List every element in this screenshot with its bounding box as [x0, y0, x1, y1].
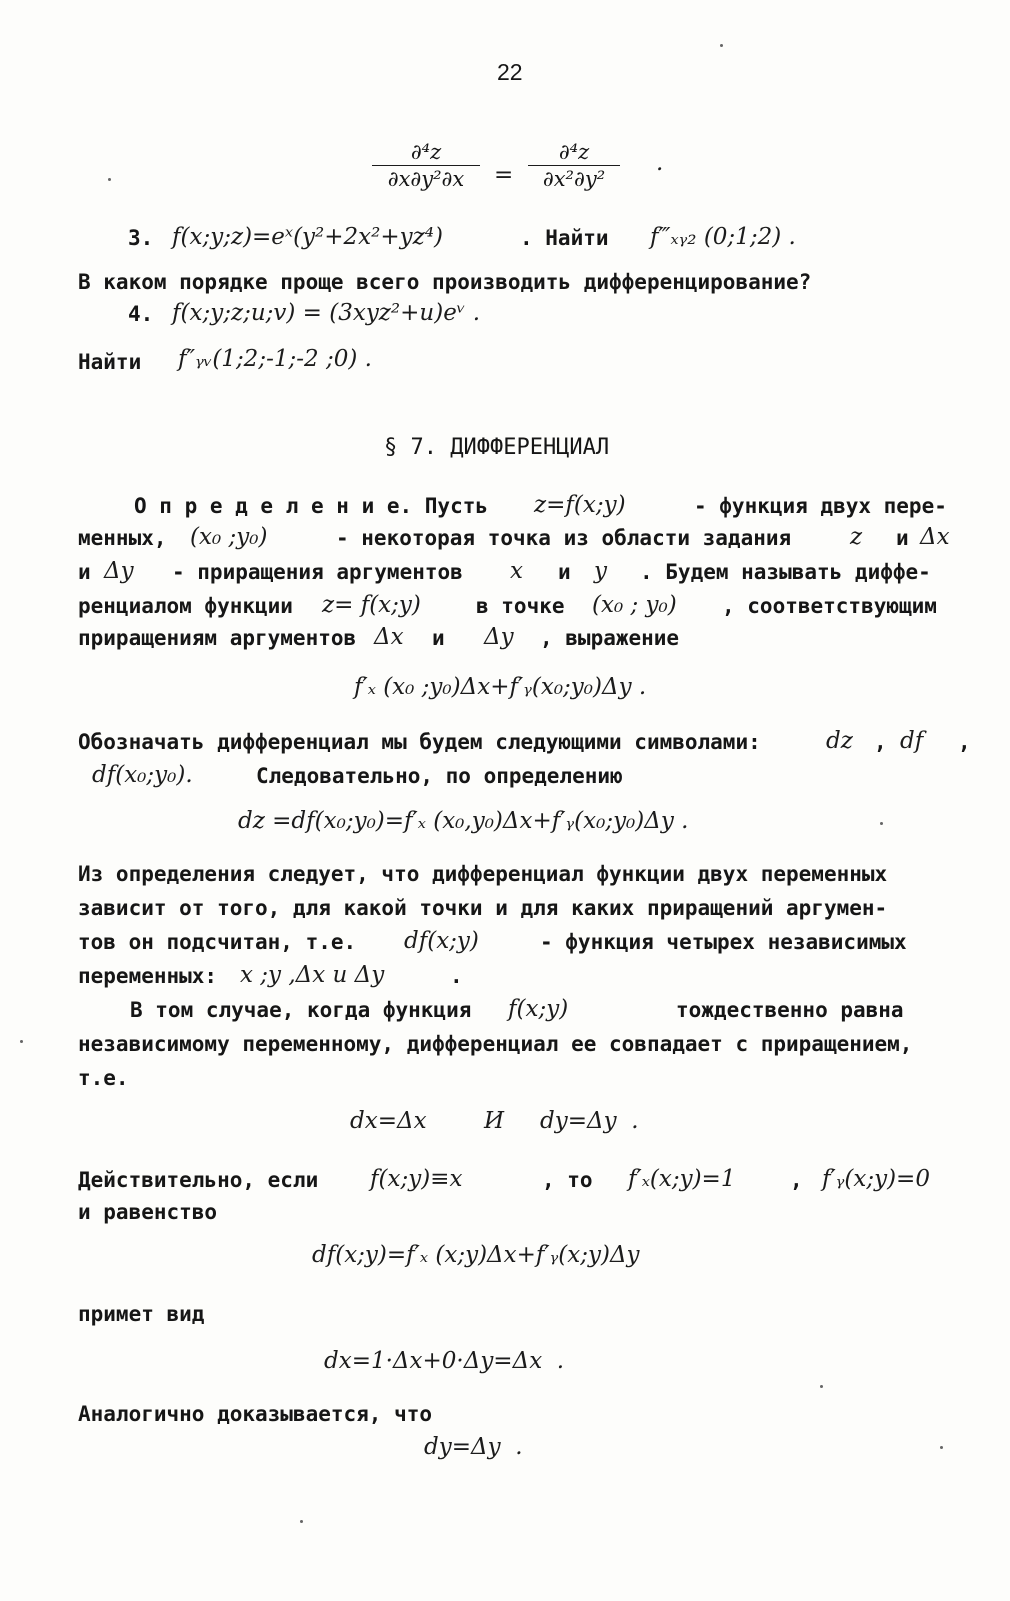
definition-line2-z: z	[850, 524, 863, 550]
definition-line4-text3: , соответствующим	[722, 594, 937, 618]
definition-line3-x: x	[510, 558, 523, 584]
definition-line4-text: ренциалом функции	[78, 594, 293, 618]
section-title: § 7. ДИФФЕРЕНЦИАЛ	[384, 435, 610, 460]
definition-line3-and2: и	[558, 560, 571, 584]
formula-dy-result: dy=Δy .	[424, 1434, 523, 1460]
para3-line1-text: В том случае, когда функция	[130, 998, 472, 1022]
para4-line1-fx: f′ₓ(x;y)=1	[628, 1166, 736, 1192]
para4-line1-text2: , то	[542, 1168, 593, 1192]
para4-line1-comma: ,	[790, 1168, 803, 1192]
notation-comma2: ,	[958, 730, 971, 754]
para2-line2: зависит от того, для какой точки и для каких приращений аргумен-	[78, 896, 888, 920]
para5: примет вид	[78, 1302, 205, 1326]
formula-dx-equals: dx=Δx	[350, 1108, 427, 1134]
para2-line4-text: переменных:	[78, 964, 218, 988]
question-line: В каком порядке проще всего производить дифференцирование?	[78, 270, 812, 294]
fraction-rhs	[528, 140, 620, 191]
formula-dz-definition: dz =df(x₀;y₀)=f′ₓ (x₀,y₀)Δx+f′ᵧ(x₀;y₀)Δy .	[238, 808, 689, 834]
definition-line4-text2: в точке	[476, 594, 565, 618]
task3-target: f‴ₓᵧ₂ (0;1;2) .	[650, 224, 796, 250]
notation-line2-text: Следовательно, по определению	[256, 764, 623, 788]
definition-line4-point: (x₀ ; y₀)	[592, 592, 677, 618]
definition-line2-and: и	[896, 526, 909, 550]
para6: Аналогично доказывается, что	[78, 1402, 433, 1426]
definition-line2-text2: - некоторая точка из области задания	[336, 526, 792, 550]
formula-and: И	[484, 1108, 505, 1134]
formula-dy-equals: dy=Δy .	[540, 1108, 639, 1134]
para3-line1-formula: f(x;y)	[508, 996, 569, 1022]
fraction-rhs-denominator: ∂x²∂y²	[542, 167, 606, 191]
para3-line1-text2: тождественно равна	[676, 998, 904, 1022]
definition-line5-and: и	[432, 626, 445, 650]
definition-line3-and: и	[78, 560, 91, 584]
para4-line1-formula: f(x;y)≡x	[370, 1166, 463, 1192]
notation-df: df	[900, 728, 924, 754]
fraction-lhs-numerator: ∂⁴z	[410, 140, 442, 164]
formula-differential-def: f′ₓ (x₀ ;y₀)Δx+f′ᵧ(x₀;y₀)Δy .	[354, 674, 647, 700]
definition-line5-dy: Δy	[484, 624, 514, 650]
definition-line2-point: (x₀ ;y₀)	[190, 524, 268, 550]
scan-speck	[880, 822, 883, 825]
para2-line3-text2: - функция четырех независимых	[540, 930, 907, 954]
page-number: 22	[497, 59, 523, 85]
definition-line3-text: - приращения аргументов	[172, 560, 463, 584]
para2-line3-text: тов он подсчитан, т.е.	[78, 930, 357, 954]
para4-line2: и равенство	[78, 1200, 218, 1224]
task4-formula: f(x;y;z;u;v) = (3xyz²+u)eᵛ .	[172, 300, 481, 326]
para2-line4-variables: x ;y ,Δx и Δy	[240, 962, 385, 988]
definition-line1-text2: - функция двух пере-	[694, 494, 947, 518]
definition-line5-text: приращениям аргументов	[78, 626, 357, 650]
fraction-bar	[372, 165, 480, 166]
para3-line3: т.е.	[78, 1066, 129, 1090]
fraction-rhs-numerator: ∂⁴z	[558, 140, 590, 164]
definition-line3-y: y	[594, 558, 607, 584]
formula-period: .	[656, 150, 664, 176]
task3-find: . Найти	[520, 226, 609, 250]
notation-df-point: df(x₀;y₀).	[92, 762, 193, 788]
formula-df-full: df(x;y)=f′ₓ (x;y)Δx+f′ᵧ(x;y)Δy	[312, 1242, 640, 1268]
definition-line3-text2: . Будем называть диффе-	[640, 560, 931, 584]
scan-speck	[820, 1385, 823, 1388]
task3-formula: f(x;y;z)=eˣ(y²+2x²+yz⁴)	[172, 224, 443, 250]
scan-speck	[20, 1040, 23, 1043]
para2-line3-formula: df(x;y)	[404, 928, 479, 954]
notation-dz: dz	[826, 728, 853, 754]
formula-dx-expanded: dx=1·Δx+0·Δy=Δx .	[324, 1348, 565, 1374]
definition-line1-text: О п р е д е л е н и е. Пусть	[134, 494, 489, 518]
scan-speck	[940, 1446, 943, 1449]
equals-sign: =	[494, 162, 514, 188]
definition-line3-dy: Δy	[104, 558, 134, 584]
task4-find: Найти	[78, 350, 142, 374]
task4-number: 4.	[128, 302, 154, 326]
para4-line1-text: Действительно, если	[78, 1168, 319, 1192]
fraction-bar	[528, 165, 620, 166]
notation-comma: ,	[874, 730, 887, 754]
scan-speck	[108, 178, 111, 181]
para2-line1: Из определения следует, что дифференциал функции двух переменных	[78, 862, 888, 886]
definition-line5-text2: , выражение	[540, 626, 680, 650]
para4-line1-fy: f′ᵧ(x;y)=0	[822, 1166, 930, 1192]
definition-line2-text: менных,	[78, 526, 167, 550]
notation-line1-text: Обозначать дифференциал мы будем следующими символами:	[78, 730, 761, 754]
scan-speck	[720, 44, 723, 47]
definition-line2-dx: Δx	[920, 524, 950, 550]
para2-line4-period: .	[450, 964, 463, 988]
fraction-lhs	[372, 140, 480, 191]
definition-line5-dx: Δx	[374, 624, 404, 650]
scan-speck	[300, 1520, 303, 1523]
fraction-lhs-denominator: ∂x∂y²∂x	[387, 167, 465, 191]
task4-target: f″ᵧᵥ(1;2;-1;-2 ;0) .	[178, 346, 372, 372]
definition-line4-formula: z= f(x;y)	[322, 592, 421, 618]
task3-number: 3.	[128, 226, 154, 250]
para3-line2: независимому переменному, дифференциал ее совпадает с приращением,	[78, 1032, 913, 1056]
definition-line1-formula: z=f(x;y)	[534, 492, 626, 518]
